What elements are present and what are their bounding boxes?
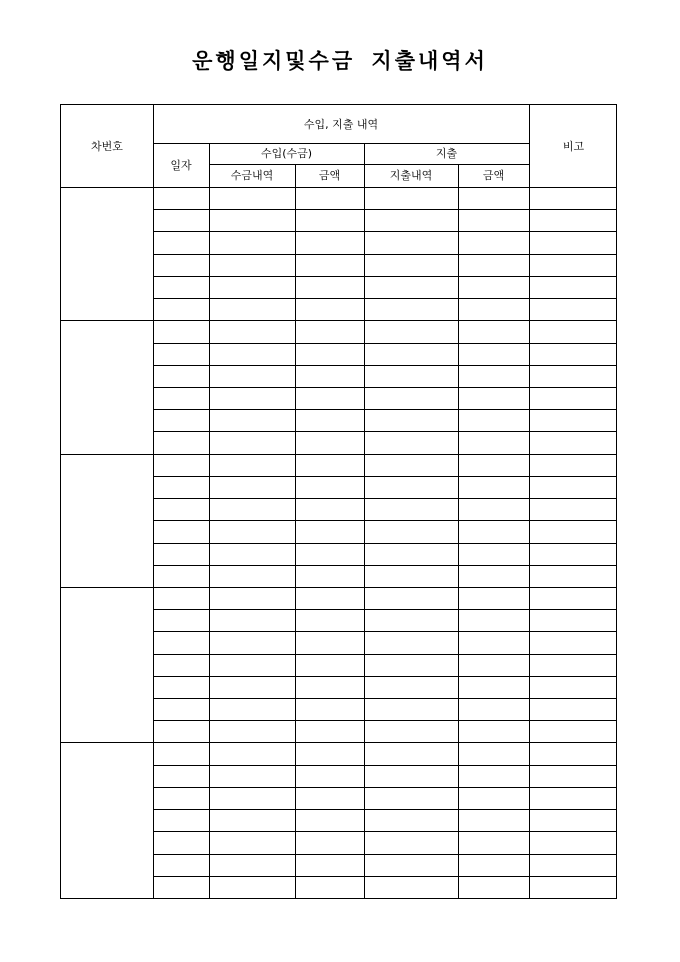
row-rule	[153, 365, 617, 366]
row-rule	[153, 343, 617, 344]
row-rule	[153, 276, 617, 277]
row-rule	[153, 298, 617, 299]
header-remarks: 비고	[562, 140, 585, 153]
row-rule	[153, 409, 617, 410]
group-rule	[61, 454, 617, 455]
row-rule	[153, 543, 617, 544]
header-expense: 지출	[435, 147, 458, 160]
row-rule	[153, 231, 617, 232]
row-rule	[153, 565, 617, 566]
header-date: 일자	[170, 159, 192, 172]
column-rule	[153, 105, 154, 898]
row-rule	[153, 498, 617, 499]
group-rule	[61, 320, 617, 321]
row-rule	[153, 876, 617, 877]
row-rule	[153, 520, 617, 521]
row-rule	[153, 431, 617, 432]
header-collection-detail: 수금내역	[230, 169, 274, 182]
header-expense-amount: 금액	[482, 169, 505, 182]
header-income-expense: 수입, 지출 내역	[303, 118, 379, 131]
row-rule	[153, 698, 617, 699]
group-rule	[61, 742, 617, 743]
header-rule	[209, 164, 529, 165]
row-rule	[153, 654, 617, 655]
header-vehicle-no: 차번호	[91, 140, 123, 153]
row-rule	[153, 854, 617, 855]
row-rule	[153, 676, 617, 677]
column-rule	[529, 105, 530, 898]
row-rule	[153, 809, 617, 810]
row-rule	[153, 254, 617, 255]
row-rule	[153, 831, 617, 832]
row-rule	[153, 787, 617, 788]
header-expense-detail: 지출내역	[389, 169, 433, 182]
document-title: 운행일지및수금 지출내역서	[192, 48, 488, 73]
row-rule	[153, 387, 617, 388]
row-rule	[153, 765, 617, 766]
row-rule	[153, 209, 617, 210]
row-rule	[153, 609, 617, 610]
row-rule	[153, 476, 617, 477]
header-income-amount: 금액	[318, 169, 341, 182]
row-rule	[153, 720, 617, 721]
log-table	[60, 104, 617, 899]
header-bottom-rule	[61, 187, 617, 188]
row-rule	[153, 631, 617, 632]
group-rule	[61, 587, 617, 588]
header-income: 수입(수금)	[260, 147, 313, 160]
